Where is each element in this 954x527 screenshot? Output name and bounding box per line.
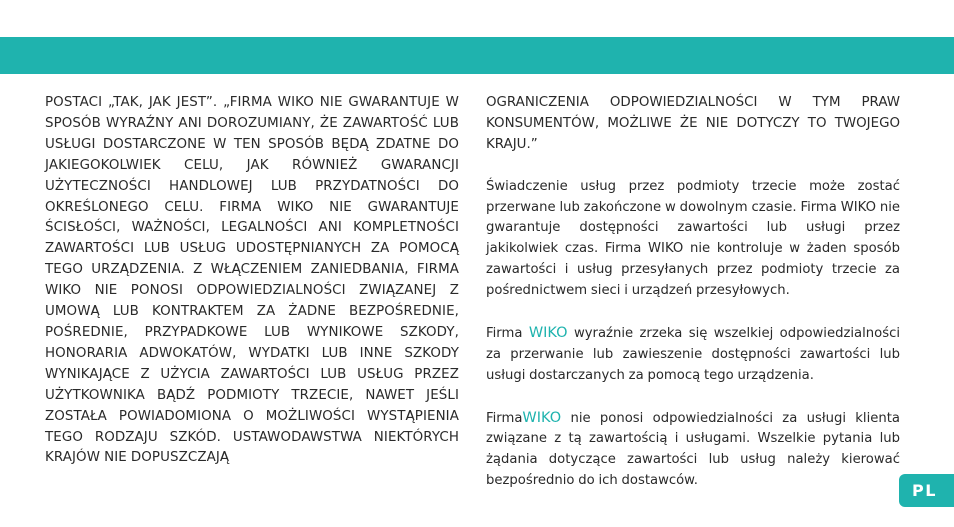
p3-after: wyraźnie zrzeka się wszelkiej odpowiedzialności za przerwanie lub zawieszenie dostępności zawartości lub usługi dostarczanych za pomocą tego urządzenia. (486, 325, 900, 383)
p3-before: Firma (486, 325, 529, 341)
paragraph-third-party-services: Świadczenie usług przez podmioty trzecie może zostać przerwane lub zakończone w dowolnym czasie. Firma WIKO nie gwarantuje dostępności zawartości lub usługi przez jakikolwiek czas. Firma WIKO nie kontroluje w żaden sposób zawartości i usług przesyłanych przez podmioty trzecie za pośrednictwem sieci i urządzeń przesyłowych. (486, 178, 900, 299)
header-band (0, 37, 954, 74)
paragraph-limitation-continuation: OGRANICZENIA ODPOWIEDZIALNOŚCI W TYM PRAW KONSUMENTÓW, MOŻLIWE ŻE NIE DOTYCZY TO TWOJEGO KRAJU.” (486, 95, 900, 152)
left-column (45, 93, 459, 503)
paragraph-customer-service (486, 408, 900, 493)
p4-after: nie ponosi odpowiedzialności za usługi klienta związane z tą zawartością i usługami. Wszelkie pytania lub żądania dotyczące zawartości lub usług należy kierować bezpośrednio do ich dostawców. (486, 410, 900, 489)
right-column (486, 93, 900, 503)
paragraph-disclaimer-interruption (486, 323, 900, 387)
p4-before: Firma (486, 410, 523, 426)
left-column-text: POSTACI „TAK, JAK JEST”. „FIRMA WIKO NIE GWARANTUJE W SPOSÓB WYRAŹNY ANI DOROZUMIANY, ŻE ZAWARTOŚĆ LUB USŁUGI DOSTARCZONE W TEN SPOSÓB BĘDĄ ZDATNE DO JAKIEGOKOLWIEK CELU, JAK RÓWNIEŻ GWARANCJI UŻYTECZNOŚCI HANDLOWEJ LUB PRZYDATNOŚCI DO OKREŚLONEGO CELU. FIRMA WIKO NIE GWARANTUJE ŚCISŁOŚCI, WAŻNOŚCI, LEGALNOŚCI ANI KOMPLETNOŚCI ZAWARTOŚCI LUB USŁUG UDOSTĘPNIANYCH ZA POMOCĄ TEGO URZĄDZENIA. Z WŁĄCZENIEM ZANIEDBANIA, FIRMA WIKO NIE PONOSI ODPOWIEDZIALNOŚCI ZWIĄZANEJ Z UMOWĄ LUB KONTRAKTEM ZA ŻADNE BEZPOŚREDNIE, POŚREDNIE, PRZYPADKOWE LUB WYNIKOWE SZKODY, HONORARIA ADWOKATÓW, WYDATKI LUB INNE SZKODY WYNIKAJĄCE Z UŻYCIA ZAWARTOŚCI LUB USŁUG PRZEZ UŻYTKOWNIKA BĄDŹ PODMIOTY TRZECIE, NAWET JEŚLI ZOSTAŁA POWIADOMIONA O MOŻLIWOŚCI WYSTĄPIENIA TEGO RODZAJU SZKÓD. USTAWODAWSTWA NIEKTÓRYCH KRAJÓW NIE DOPUSZCZAJĄ (45, 95, 459, 466)
brand-name: WIKO (528, 324, 568, 341)
brand-name: WIKO (522, 409, 562, 426)
language-badge: PL (899, 474, 954, 507)
